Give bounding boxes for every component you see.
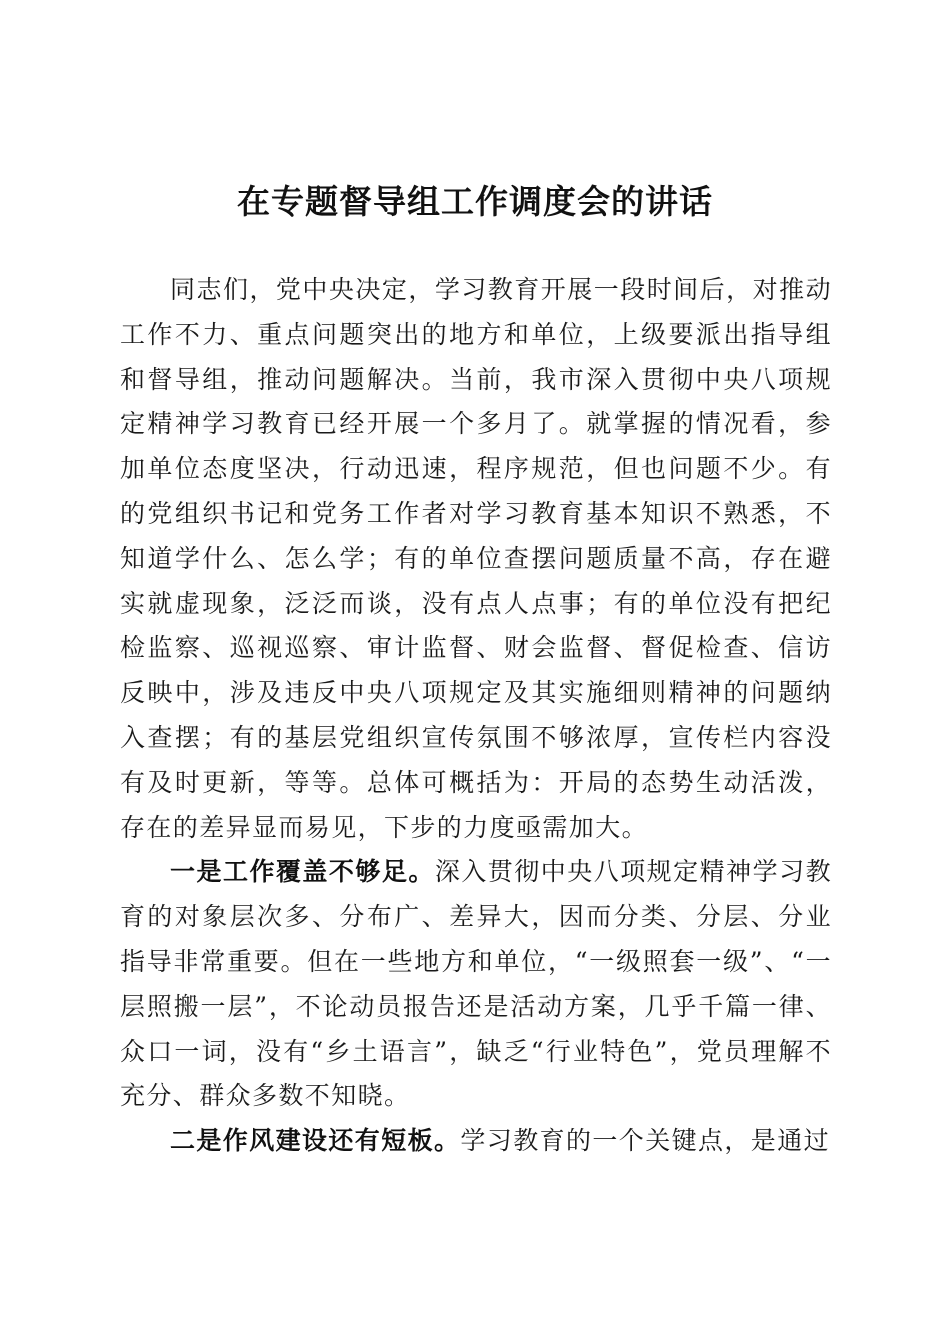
paragraph-intro — [120, 268, 832, 850]
paragraph-text: 学习教育的一个关键点，是通过 — [460, 1126, 831, 1156]
paragraph-point-one — [120, 850, 832, 1119]
paragraph-text: 同志们，党中央决定，学习教育开展一段时间后，对推动工作不力、重点问题突出的地方和单位，上级要派出指导组和督导组，推动问题解决。当前，我市深入贯彻中央八项规定精神学习教育已经开展一个多月了。就掌握的情况看，参加单位态度坚决，行动迅速，程序规范，但也问题不少。有的党组织书记和党务工作者对学习教育基本知识不熟悉，不知道学什么、怎么学；有的单位查摆问题质量不高，存在避实就虚现象，泛泛而谈，没有点人点事；有的单位没有把纪检监察、巡视巡察、审计监督、财会监督、督促检查、信访反映中，涉及违反中央八项规定及其实施细则精神的问题纳入查摆；有的基层党组织宣传氛围不够浓厚，宣传栏内容没有及时更新，等等。总体可概括为：开局的态势生动活泼，存在的差异显而易见，下步的力度亟需加大。 — [120, 275, 832, 842]
paragraph-lead: 二是作风建设还有短板。 — [170, 1126, 461, 1156]
document-body — [120, 268, 832, 1164]
paragraph-text: 深入贯彻中央八项规定精神学习教育的对象层次多、分布广、差异大，因而分类、分层、分业指导非常重要。但在一些地方和单位，“一级照套一级”、“一层照搬一层”，不论动员报告还是活动方案，几乎千篇一律、众口一词，没有“乡土语言”，缺乏“行业特色”，党员理解不充分、群众多数不知晓。 — [120, 857, 832, 1111]
paragraph-point-two — [120, 1119, 832, 1164]
paragraph-lead: 一是工作覆盖不够足。 — [170, 857, 435, 887]
document-title: 在专题督导组工作调度会的讲话 — [237, 182, 713, 221]
